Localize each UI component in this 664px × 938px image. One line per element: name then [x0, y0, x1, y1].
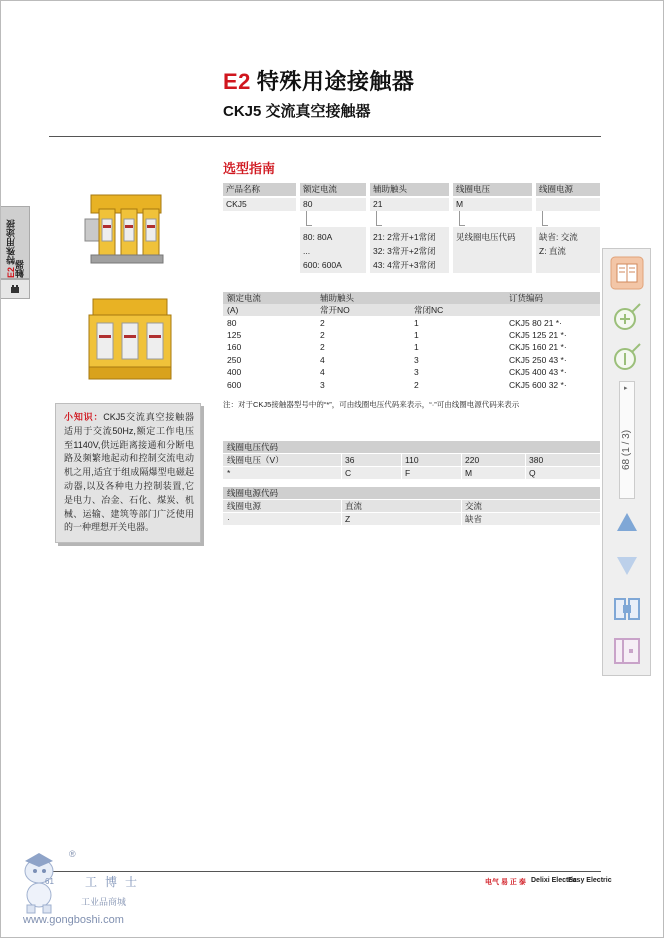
order-sh-no: 常开NO — [320, 305, 350, 315]
zoom-out-icon[interactable] — [609, 339, 645, 375]
side-tab-e2[interactable] — [1, 206, 30, 279]
connector-voltage-h — [459, 225, 465, 226]
detail-aux — [370, 227, 449, 273]
order-cell: 2 — [320, 342, 325, 352]
detail-voltage-line: 见线圈电压代码 — [456, 232, 516, 242]
detail-source-line: 缺省: 交流 — [539, 232, 578, 242]
order-cell: CKJ5 600 32 *· — [509, 380, 567, 390]
header-divider — [49, 136, 601, 137]
page-indicator[interactable] — [619, 381, 635, 499]
sel-value-aux: 21 — [370, 198, 449, 211]
voltage-code-divider — [525, 454, 526, 479]
sel-value-product: CKJ5 — [223, 198, 296, 211]
sel-value-current: 80 — [300, 198, 366, 211]
order-cell: 1 — [414, 342, 419, 352]
sel-header-aux: 辅助触头 — [370, 183, 449, 196]
sel-value-voltage: M — [453, 198, 532, 211]
brand-cn-text: 电气 易 正 泰 — [485, 879, 526, 886]
voltage-code-title: 线圈电压代码 — [227, 442, 279, 452]
order-h-aux: 辅助触头 — [320, 293, 355, 303]
page-title — [223, 65, 414, 96]
voltage-code-cell: 110 — [405, 455, 419, 465]
order-h-current: 额定电流 — [227, 293, 262, 303]
section-code: E2 — [223, 69, 251, 94]
book-icon[interactable] — [609, 255, 645, 291]
detail-source — [536, 227, 600, 273]
detail-aux-line: 32: 3常开+2常闭 — [373, 246, 436, 256]
brand-delixi-cn — [485, 877, 526, 887]
sel-header-voltage: 线圈电压 — [453, 183, 532, 196]
order-cell: 4 — [320, 355, 325, 365]
order-sh-unit: (A) — [227, 305, 239, 315]
watermark-registered: ® — [69, 849, 76, 859]
voltage-code-divider — [341, 454, 342, 479]
detail-voltage — [453, 227, 532, 273]
voltage-code-cell: * — [227, 468, 231, 478]
order-sh-nc: 常闭NC — [414, 305, 444, 315]
connector-source-h — [542, 225, 548, 226]
source-code-row1-bg — [223, 500, 600, 512]
voltage-code-cell: 线圈电压（V） — [227, 455, 284, 465]
order-h-code: 订货编码 — [509, 293, 544, 303]
voltage-code-divider — [461, 454, 462, 479]
product-image-closed — [85, 295, 175, 383]
order-cell: 125 — [227, 330, 242, 340]
order-cell: 4 — [320, 367, 325, 377]
order-cell: 250 — [227, 355, 242, 365]
voltage-code-title-bg — [223, 441, 600, 453]
source-code-cell: · — [227, 514, 230, 524]
watermark-tagline: 工业品商城 — [81, 897, 127, 907]
watermark-brand: 工博士 — [85, 875, 146, 889]
side-tab-text: 特殊用途接触器 — [6, 219, 25, 278]
order-cell: 2 — [320, 330, 325, 340]
connector-current — [306, 211, 307, 225]
detail-current — [300, 227, 366, 273]
selection-guide-title: 选型指南 — [223, 161, 276, 176]
sel-header-source: 线圈电源 — [536, 183, 600, 196]
brand-easy-en: Easy Electric — [568, 877, 612, 884]
mascot-number: 61 — [45, 877, 54, 886]
single-page-icon[interactable] — [609, 633, 645, 669]
knowledge-text: CKJ5交流真空接触器适用于交流50Hz,额定工作电压至1140V,供远距离接通和分断电路及频繁地起动和控制交流电动机之用,适宜于组成隔爆型电磁起动器,以及各种电力控制装置,它是电力、冶金、石化、煤炭、机械、运输、建筑等部门广泛使用的一种理想开关电器。 — [64, 412, 194, 533]
source-code-divider — [341, 500, 342, 525]
voltage-code-cell: 380 — [529, 455, 544, 465]
page-indicator-text: 68 (1 / 3) — [621, 429, 632, 470]
order-note: 注：对于CKJ5接触器型号中的“*”，可由线圈电压代码来表示，“·”可由线圈电源代码来表示 — [223, 400, 520, 409]
order-cell: CKJ5 125 21 *· — [509, 330, 567, 340]
order-cell: 2 — [320, 318, 325, 328]
voltage-code-row2-bg — [223, 467, 600, 479]
order-cell: CKJ5 400 43 *· — [509, 367, 567, 377]
voltage-code-cell: 220 — [465, 455, 480, 465]
order-cell: CKJ5 80 21 *· — [509, 318, 562, 328]
order-cell: 1 — [414, 330, 419, 340]
contactor-icon — [9, 284, 21, 296]
connector-voltage — [459, 211, 460, 225]
arrow-down-icon[interactable] — [609, 547, 645, 583]
source-code-row2-bg — [223, 513, 600, 525]
source-code-title: 线圈电源代码 — [227, 488, 279, 498]
source-code-cell: 缺省 — [465, 514, 483, 524]
side-tab-next[interactable] — [1, 279, 30, 299]
side-tab-label — [7, 213, 25, 278]
brand-delixi-en: Delixi Electric — [531, 877, 577, 884]
page-subtitle: CKJ5 交流真空接触器 — [223, 103, 371, 120]
knowledge-box — [55, 403, 201, 543]
voltage-code-divider — [401, 454, 402, 479]
product-image-open — [81, 189, 171, 269]
order-table-subheader — [223, 304, 600, 316]
order-cell: 3 — [320, 380, 325, 390]
order-table-header — [223, 292, 600, 304]
arrow-up-icon[interactable] — [609, 505, 645, 541]
voltage-code-cell: F — [405, 468, 411, 478]
knowledge-label: 小知识： — [64, 412, 104, 422]
detail-aux-line: 43: 4常开+3常闭 — [373, 260, 436, 270]
viewer-toolbar — [602, 248, 651, 676]
order-cell: 2 — [414, 380, 419, 390]
source-code-divider — [461, 500, 462, 525]
zoom-in-icon[interactable] — [609, 299, 645, 335]
order-cell: 600 — [227, 380, 242, 390]
source-code-title-bg — [223, 487, 600, 499]
detail-current-line: 80: 80A — [303, 232, 333, 242]
two-page-icon[interactable] — [609, 591, 645, 627]
connector-source — [542, 211, 543, 225]
page-dropdown-icon[interactable]: ▸ — [624, 385, 628, 392]
order-cell: CKJ5 250 43 *· — [509, 355, 567, 365]
order-cell: 3 — [414, 367, 419, 377]
sel-header-current: 额定电流 — [300, 183, 366, 196]
connector-aux — [376, 211, 377, 225]
order-cell: CKJ5 160 21 *· — [509, 342, 567, 352]
detail-current-line: ... — [303, 246, 311, 256]
detail-source-line: Z: 直流 — [539, 246, 566, 256]
sel-header-product: 产品名称 — [223, 183, 296, 196]
detail-aux-line: 21: 2常开+1常闭 — [373, 232, 436, 242]
side-tab-code: E2 — [6, 266, 16, 278]
watermark-url: www.gongboshi.com — [23, 914, 124, 926]
voltage-code-cell: C — [345, 468, 352, 478]
source-code-cell: Z — [345, 514, 351, 524]
section-title: 特殊用途接触器 — [256, 69, 415, 94]
source-code-cell: 线圈电源 — [227, 501, 262, 511]
source-code-cell: 直流 — [345, 501, 363, 511]
source-code-cell: 交流 — [465, 501, 483, 511]
order-cell: 80 — [227, 318, 237, 328]
sel-value-source — [536, 198, 600, 211]
order-cell: 1 — [414, 318, 419, 328]
order-cell: 400 — [227, 367, 242, 377]
voltage-code-cell: M — [465, 468, 473, 478]
order-cell: 160 — [227, 342, 242, 352]
voltage-code-cell: 36 — [345, 455, 355, 465]
voltage-code-cell: Q — [529, 468, 536, 478]
connector-aux-h — [376, 225, 382, 226]
order-cell: 3 — [414, 355, 419, 365]
detail-current-line: 600: 600A — [303, 260, 342, 270]
connector-current-h — [306, 225, 312, 226]
